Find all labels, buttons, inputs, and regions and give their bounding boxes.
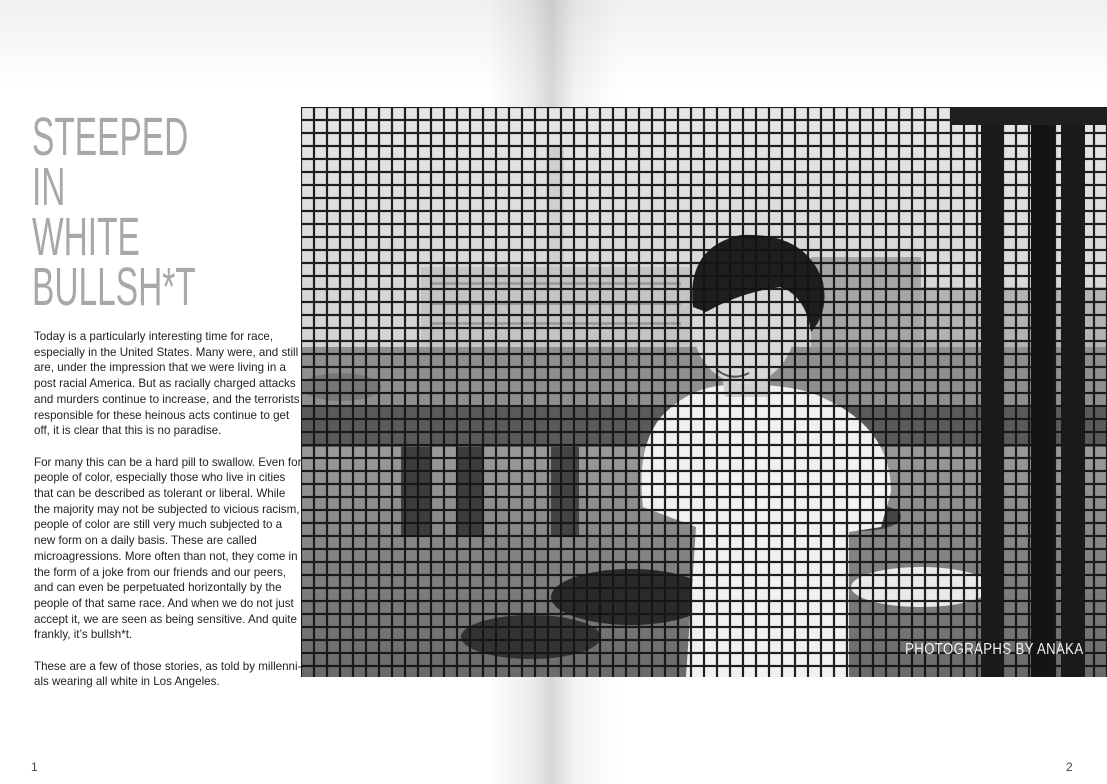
article-body [34,329,302,706]
page-number-right: 2 [1066,760,1073,774]
body-paragraph: For many this can be a hard pill to swallow. Even for people of color, especially those who live in cities that can be described as tolerant or liberal. While the majority may not be subjected to vicious racism, people of color are still very much subjected to a new form on a daily basis. These are called microagressions. More often than not, they come in the form of a joke from our friends and our peers, and can even be perpetuated horizontally by the people of that same race. And when we do not just accept it, we are seen as being sensitive. And quite frankly, it’s bullsh*t. [34,455,302,642]
page-number-left: 1 [31,760,38,774]
title-line: BULLSH*T [32,257,196,317]
article-title [32,107,196,317]
body-paragraph: Today is a particularly interesting time for race, especially in the United States. Many were, and still are, under the impression that we were living in a post racial America. But as racially charged attacks and murders continue to increase, and the terrorists responsible for these heinous acts continue to get off, it is clear that this is no paradise. [34,330,300,438]
photo-illustration [301,107,1107,677]
feature-photograph [301,107,1107,677]
photo-credit: PHOTOGRAPHS BY ANAKA [904,641,1083,658]
title-line: WHITE [32,207,140,267]
title-line: STEEPED [32,107,189,167]
title-line: IN [32,157,66,217]
body-paragraph: These are a few of those stories, as told by millennials wearing all white in Los Angeles. [34,659,302,689]
